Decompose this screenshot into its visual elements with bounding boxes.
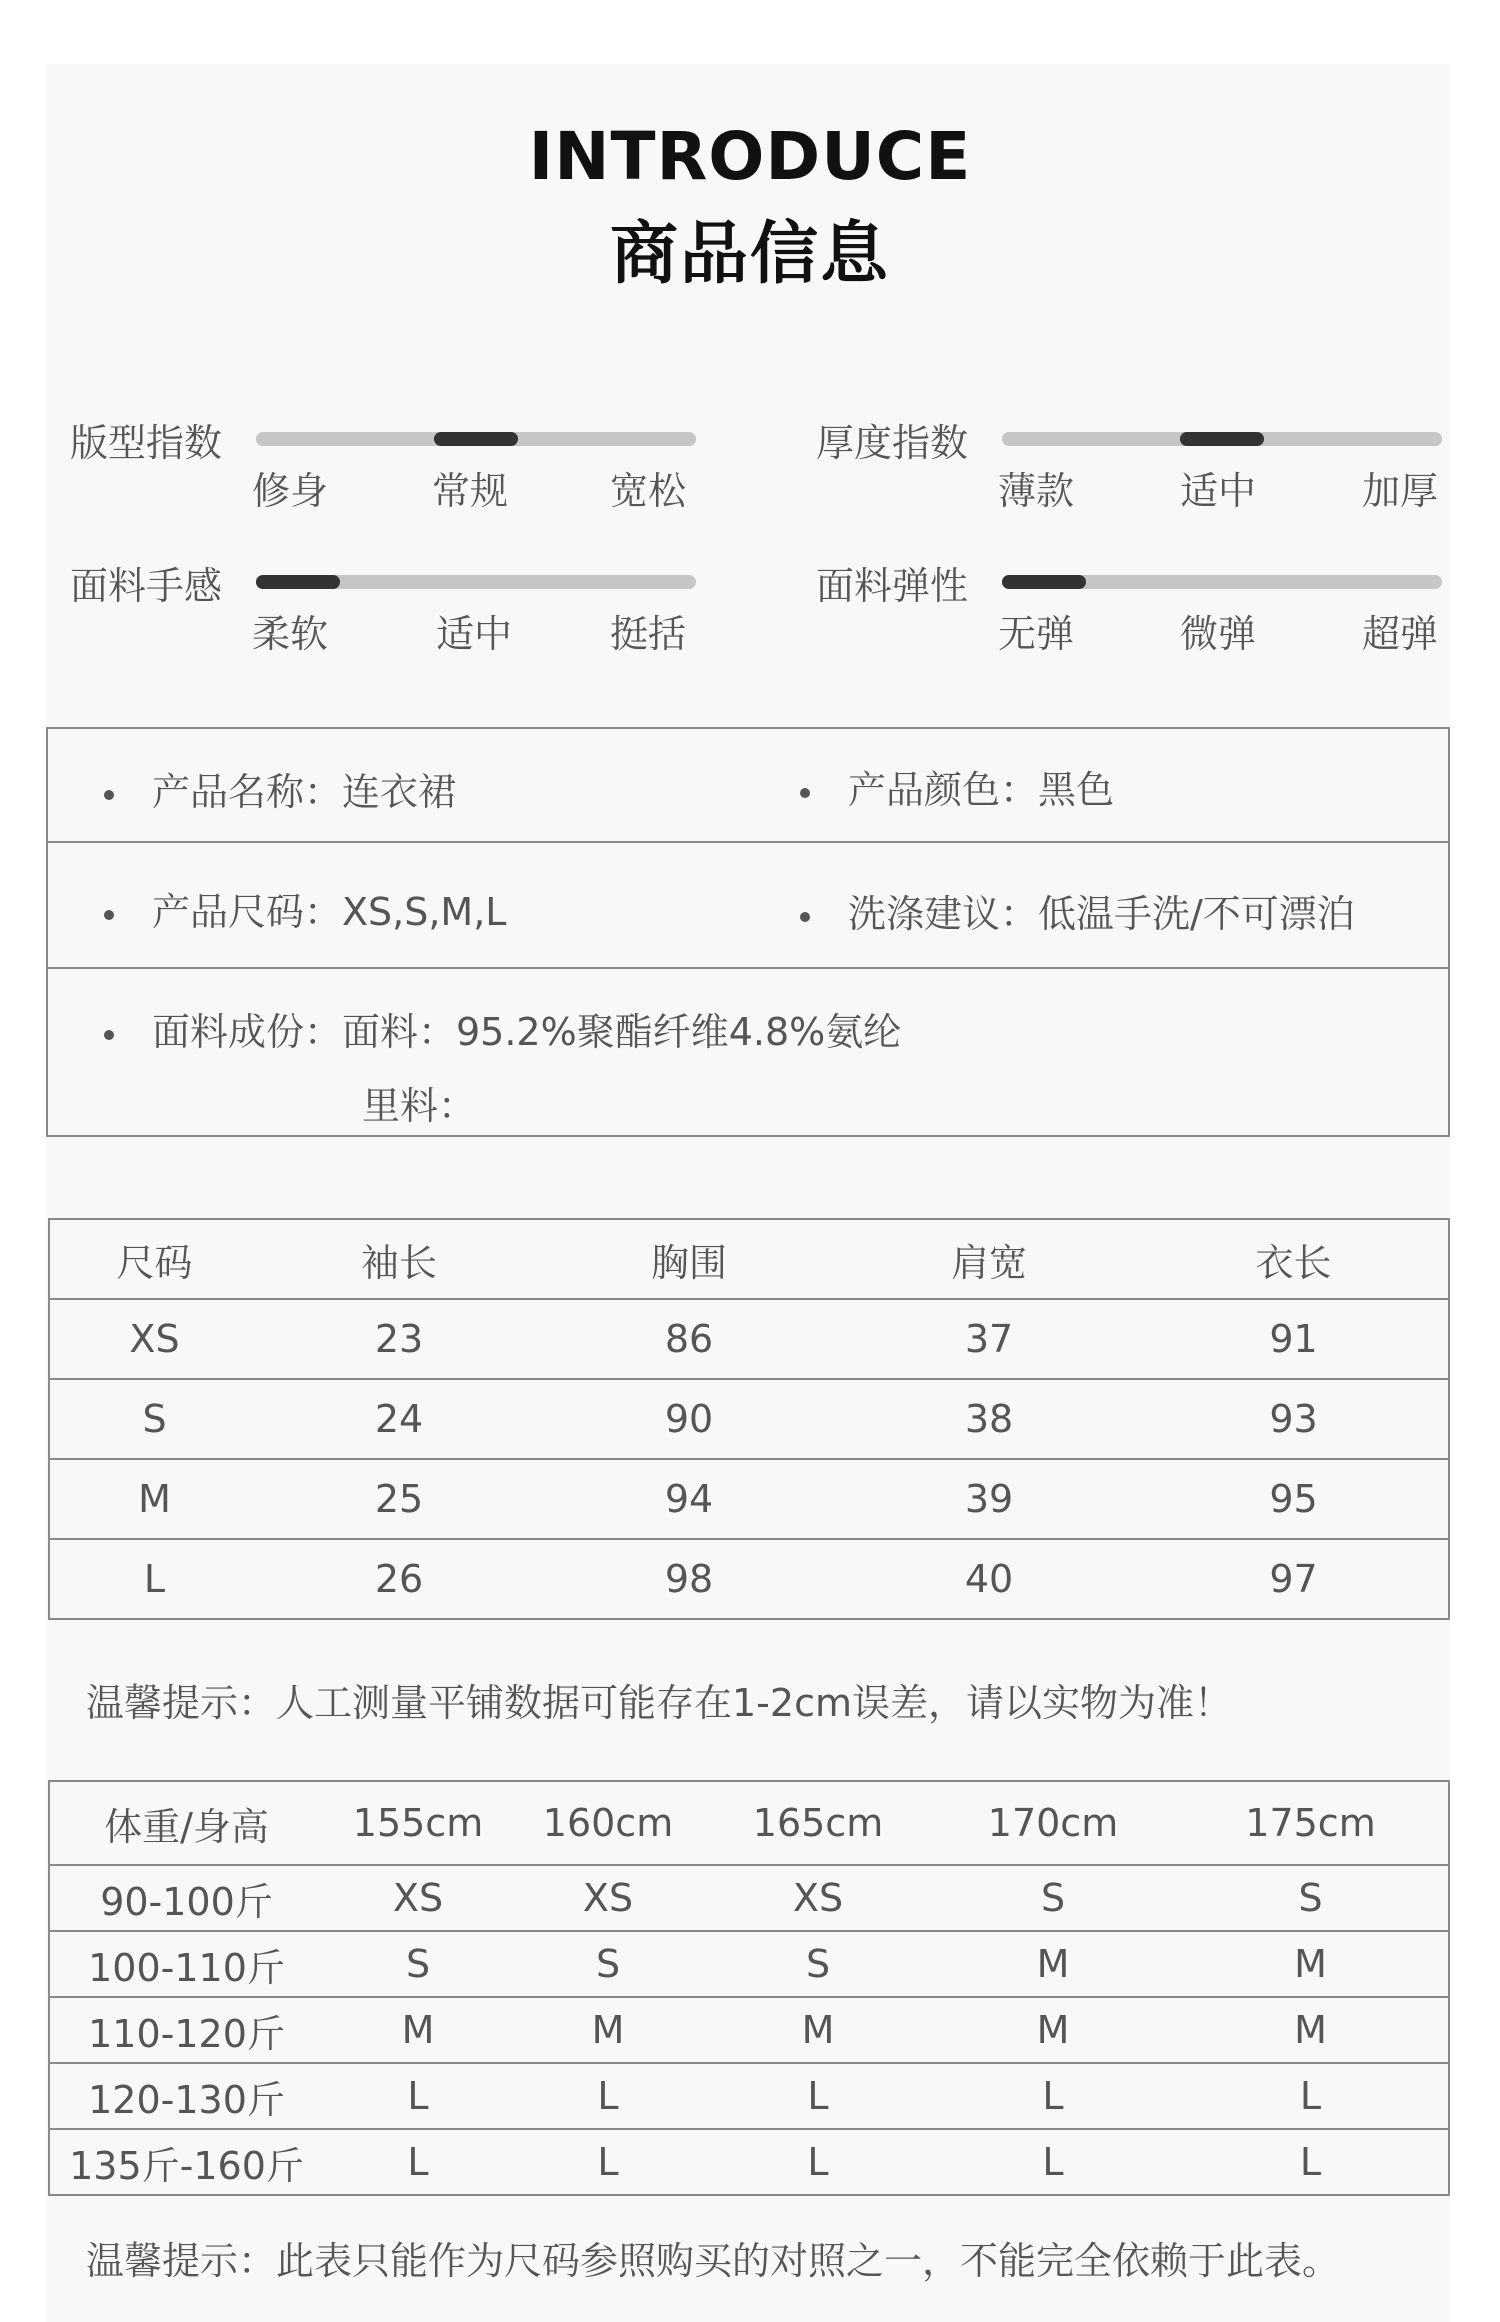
size-table bbox=[48, 1218, 1450, 1620]
table-row bbox=[49, 1459, 1449, 1539]
index-option: 无弹 bbox=[998, 612, 1075, 656]
table-cell: L bbox=[323, 2129, 513, 2195]
table-cell: 100-110斤 bbox=[49, 1931, 323, 1997]
info-product-name: 产品名称：连衣裙 bbox=[104, 761, 456, 816]
table-cell: XS bbox=[703, 1865, 933, 1931]
table-cell: 39 bbox=[839, 1459, 1139, 1539]
index-option: 修身 bbox=[252, 469, 329, 513]
table-row bbox=[49, 1539, 1449, 1619]
fit-table bbox=[48, 1780, 1450, 2196]
table-cell: M bbox=[933, 1997, 1173, 2063]
table-header-cell: 体重/身高 bbox=[49, 1781, 323, 1865]
table-header-cell: 胸围 bbox=[539, 1219, 839, 1299]
title-english: INTRODUCE bbox=[528, 118, 972, 195]
index-option: 适中 bbox=[1180, 469, 1257, 513]
table-cell: 24 bbox=[259, 1379, 539, 1459]
product-info-box bbox=[46, 727, 1450, 1137]
title-chinese: 商品信息 bbox=[609, 215, 890, 294]
info-product-color: 产品颜色：黑色 bbox=[800, 759, 1114, 814]
table-cell: M bbox=[933, 1931, 1173, 1997]
tip-disclaimer: 温馨提示：此表只能作为尺码参照购买的对照之一，不能完全依赖于此表。 bbox=[86, 2239, 1341, 2283]
table-cell: L bbox=[323, 2063, 513, 2129]
table-header-cell: 155cm bbox=[323, 1781, 513, 1865]
table-cell: 40 bbox=[839, 1539, 1139, 1619]
table-row bbox=[49, 1299, 1449, 1379]
index-label: 面料手感 bbox=[70, 564, 223, 608]
table-header-cell: 袖长 bbox=[259, 1219, 539, 1299]
index-option: 挺括 bbox=[610, 612, 687, 656]
info-product-sizes: 产品尺码：XS,S,M,L bbox=[104, 881, 506, 936]
table-cell: 135斤-160斤 bbox=[49, 2129, 323, 2195]
table-cell: 26 bbox=[259, 1539, 539, 1619]
table-cell: 120-130斤 bbox=[49, 2063, 323, 2129]
table-cell: 23 bbox=[259, 1299, 539, 1379]
bullet-icon bbox=[800, 912, 810, 922]
table-cell: L bbox=[1173, 2129, 1449, 2195]
bullet-icon bbox=[800, 788, 810, 798]
table-cell: 94 bbox=[539, 1459, 839, 1539]
info-lining: 里料： bbox=[362, 1084, 477, 1128]
index-marker bbox=[434, 432, 518, 446]
index-marker bbox=[1002, 575, 1086, 589]
table-header-cell: 175cm bbox=[1173, 1781, 1449, 1865]
table-header-cell: 尺码 bbox=[49, 1219, 259, 1299]
table-cell: L bbox=[933, 2063, 1173, 2129]
table-cell: XS bbox=[323, 1865, 513, 1931]
table-cell: 37 bbox=[839, 1299, 1139, 1379]
bullet-icon bbox=[104, 790, 114, 800]
index-track bbox=[1002, 575, 1442, 589]
table-cell: L bbox=[1173, 2063, 1449, 2129]
table-cell: 95 bbox=[1139, 1459, 1449, 1539]
table-cell: XS bbox=[513, 1865, 703, 1931]
index-label: 厚度指数 bbox=[816, 421, 969, 465]
table-header-cell: 160cm bbox=[513, 1781, 703, 1865]
table-cell: 97 bbox=[1139, 1539, 1449, 1619]
info-wash-advice: 洗涤建议：低温手洗/不可漂泊 bbox=[800, 883, 1355, 938]
index-label: 版型指数 bbox=[70, 421, 223, 465]
index-track bbox=[256, 432, 696, 446]
table-cell: M bbox=[703, 1997, 933, 2063]
table-cell: XS bbox=[49, 1299, 259, 1379]
table-cell: M bbox=[1173, 1931, 1449, 1997]
index-option: 柔软 bbox=[252, 612, 329, 656]
table-header-cell: 肩宽 bbox=[839, 1219, 1139, 1299]
table-header-cell: 衣长 bbox=[1139, 1219, 1449, 1299]
table-row bbox=[49, 1931, 1449, 1997]
table-cell: M bbox=[1173, 1997, 1449, 2063]
table-cell: 90-100斤 bbox=[49, 1865, 323, 1931]
table-row bbox=[49, 1379, 1449, 1459]
table-cell: 25 bbox=[259, 1459, 539, 1539]
table-cell: S bbox=[703, 1931, 933, 1997]
table-cell: S bbox=[323, 1931, 513, 1997]
table-cell: S bbox=[933, 1865, 1173, 1931]
table-row bbox=[49, 2063, 1449, 2129]
table-cell: 91 bbox=[1139, 1299, 1449, 1379]
table-cell: 98 bbox=[539, 1539, 839, 1619]
index-option: 薄款 bbox=[998, 469, 1075, 513]
bullet-icon bbox=[104, 1030, 114, 1040]
index-marker bbox=[1180, 432, 1264, 446]
table-cell: 86 bbox=[539, 1299, 839, 1379]
table-cell: M bbox=[49, 1459, 259, 1539]
table-cell: L bbox=[703, 2129, 933, 2195]
table-cell: M bbox=[513, 1997, 703, 2063]
index-option: 加厚 bbox=[1362, 469, 1439, 513]
table-cell: L bbox=[933, 2129, 1173, 2195]
table-row bbox=[49, 1865, 1449, 1931]
table-cell: M bbox=[323, 1997, 513, 2063]
table-header-row bbox=[49, 1219, 1449, 1299]
index-option: 超弹 bbox=[1362, 612, 1439, 656]
table-cell: L bbox=[513, 2063, 703, 2129]
table-cell: L bbox=[703, 2063, 933, 2129]
table-row bbox=[49, 2129, 1449, 2195]
table-header-cell: 165cm bbox=[703, 1781, 933, 1865]
table-cell: L bbox=[513, 2129, 703, 2195]
info-fabric: 面料成份：面料：95.2%聚酯纤维4.8%氨纶 bbox=[104, 1001, 901, 1056]
divider bbox=[48, 967, 1448, 969]
index-track bbox=[256, 575, 696, 589]
table-header-row bbox=[49, 1781, 1449, 1865]
table-cell: 93 bbox=[1139, 1379, 1449, 1459]
index-option: 常规 bbox=[432, 469, 509, 513]
tip-measurement: 温馨提示：人工测量平铺数据可能存在1-2cm误差，请以实物为准！ bbox=[86, 1681, 1232, 1725]
divider bbox=[48, 841, 1448, 843]
index-track bbox=[1002, 432, 1442, 446]
index-label: 面料弹性 bbox=[816, 564, 969, 608]
index-option: 微弹 bbox=[1180, 612, 1257, 656]
table-cell: L bbox=[49, 1539, 259, 1619]
index-option: 适中 bbox=[436, 612, 513, 656]
table-cell: 38 bbox=[839, 1379, 1139, 1459]
table-cell: 90 bbox=[539, 1379, 839, 1459]
table-header-cell: 170cm bbox=[933, 1781, 1173, 1865]
table-cell: S bbox=[49, 1379, 259, 1459]
index-marker bbox=[256, 575, 340, 589]
table-cell: S bbox=[513, 1931, 703, 1997]
table-row bbox=[49, 1997, 1449, 2063]
table-cell: 110-120斤 bbox=[49, 1997, 323, 2063]
index-option: 宽松 bbox=[610, 469, 687, 513]
bullet-icon bbox=[104, 910, 114, 920]
table-cell: S bbox=[1173, 1865, 1449, 1931]
